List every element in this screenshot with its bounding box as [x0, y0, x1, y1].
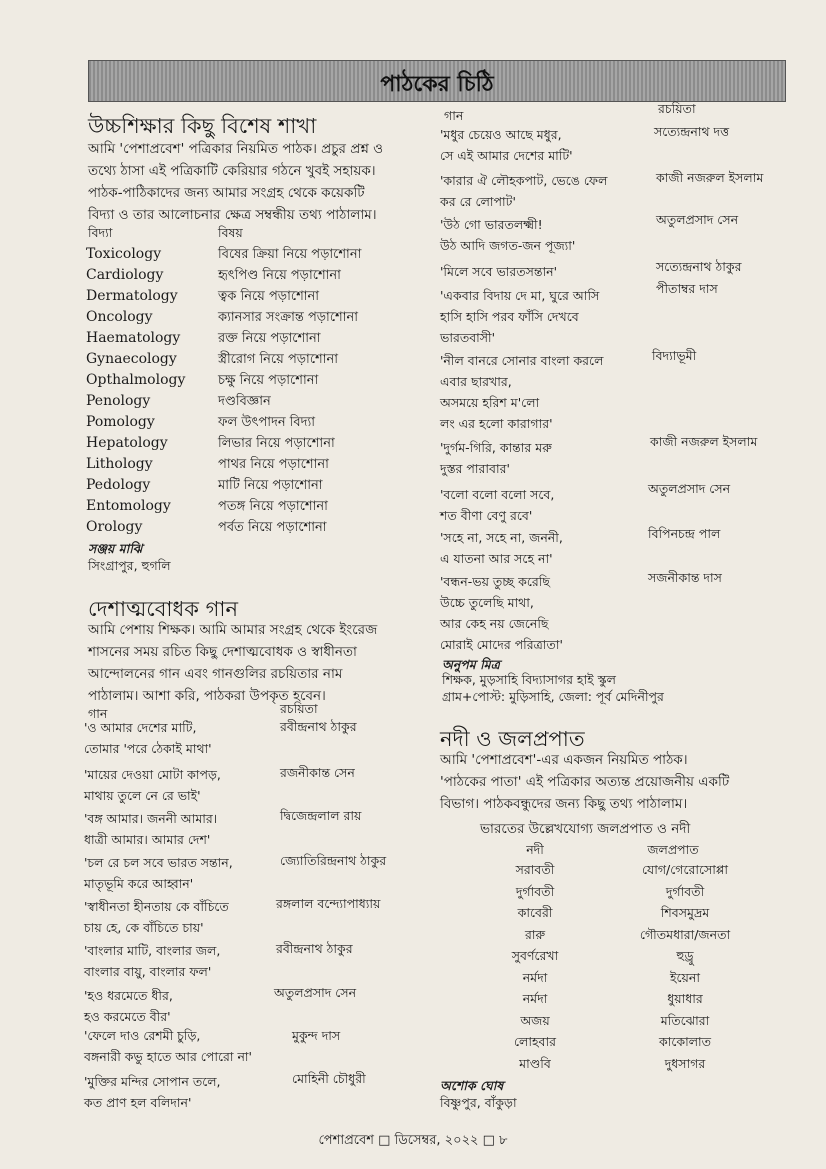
author-signature: অশোক ঘোষ — [440, 1078, 504, 1093]
song-line: 'নীল বানরে সোনার বাংলা করলে — [440, 353, 604, 368]
song-entry — [84, 1025, 252, 1067]
cell-subject: Cardiology — [86, 267, 164, 283]
song-line: ধাত্রী আমার। আমার দেশ' — [84, 832, 211, 847]
table-header-lyricist: রচয়িতা — [658, 101, 696, 116]
table-row — [460, 1056, 760, 1078]
song-line: কত প্রাণ হল বলিদান' — [84, 1095, 192, 1110]
table-header-subject: বিদ্যা — [88, 225, 113, 240]
author-address: বিষ্ণুপুর, বাঁকুড়া — [440, 1095, 517, 1110]
song-entry — [84, 808, 217, 850]
table-row — [86, 454, 426, 475]
song-line: 'একবার বিদায় দে মা, ঘুরে আসি — [440, 288, 600, 303]
song-entry — [440, 350, 603, 434]
song-entry — [440, 437, 552, 479]
song-author: বিদ্যাভূমী — [652, 348, 697, 363]
song-line: তোমার 'পরে ঠেকাই মাথা' — [84, 741, 212, 756]
cell-subject: Pedology — [86, 477, 151, 493]
table-row — [86, 286, 426, 307]
song-entry — [440, 124, 573, 166]
author-address: শিক্ষক, মুড়সাহি বিদ্যাসাগর হাই স্কুল — [442, 672, 616, 687]
table-subtitle: ভারতের উল্লেখযোগ্য জলপ্রপাত ও নদী — [480, 821, 691, 837]
cell-topic: ফল উৎপাদন বিদ্যা — [218, 415, 316, 430]
table-row — [460, 1034, 760, 1056]
song-line: মাতৃভূমি করে আহ্বান' — [84, 876, 194, 891]
para-line: আন্দোলনের গান এবং গানগুলির রচয়িতার নাম — [88, 666, 343, 682]
song-line: দুস্তর পারাবার' — [440, 461, 510, 476]
song-author: জ্যোতিরিন্দ্রনাথ ঠাকুর — [280, 853, 387, 868]
table-header-song: গান — [444, 108, 464, 123]
table-row — [86, 412, 426, 433]
song-line: 'বলো বলো বলো সবে, — [440, 487, 555, 502]
author-signature: অনুপম মিত্র — [442, 657, 500, 672]
song-author: রবীন্দ্রনাথ ঠাকুর — [276, 941, 353, 956]
song-line: চায় হে, কে বাঁচিতে চায়' — [84, 920, 204, 935]
song-author: মুকুন্দ দাস — [292, 1028, 341, 1043]
cell-subject: Haematology — [86, 330, 181, 346]
song-line: মাথায় তুলে নে রে ভাই' — [84, 788, 201, 803]
song-line: 'স্বাধীনতা হীনতায় কে বাঁচিতে — [84, 899, 229, 914]
song-line: লং এর হলো কারাগার' — [440, 416, 553, 431]
page-title: পাঠকের চিঠি — [380, 72, 494, 97]
song-line: উঠ আদি জগত-জন পূজ্যা' — [440, 238, 576, 253]
cell-topic: চক্ষু নিয়ে পড়াশোনা — [218, 373, 319, 388]
section-heading-rivers-waterfalls: নদী ও জলপ্রপাত — [440, 727, 585, 751]
song-line: 'মধুর চেয়েও আছে মধুর, — [440, 127, 562, 142]
table-header-river: নদী — [526, 842, 544, 857]
table-row — [460, 991, 760, 1013]
para-line: আমি পেশায় শিক্ষক। আমি আমার সংগ্রহ থেকে ইংরেজ — [88, 622, 378, 638]
cell-river: নর্মদা — [522, 991, 548, 1006]
song-line: 'সহে না, সহে না, জননী, — [440, 530, 563, 545]
song-author: সত্যেন্দ্রনাথ ঠাকুর — [656, 259, 742, 274]
song-author: সজনীকান্ত দাস — [648, 570, 722, 585]
cell-waterfall: ইয়েনা — [670, 969, 700, 985]
cell-waterfall: ধুয়াধার — [667, 991, 703, 1006]
cell-subject: Lithology — [86, 456, 153, 472]
para-line: তথ্যে ঠাসা এই পত্রিকাটি কেরিয়ার গঠনে খুবই সহায়ক। — [88, 163, 376, 179]
section-intro-higher-education — [88, 138, 426, 226]
song-author: দ্বিজেন্দ্রলাল রায় — [280, 808, 362, 823]
header-banner — [88, 60, 786, 102]
table-row — [86, 328, 426, 349]
cell-topic: ত্বক নিয়ে পড়াশোনা — [218, 289, 320, 304]
cell-waterfall: শিবসমুদ্রম — [660, 905, 710, 920]
para-line: আমি 'পেশাপ্রবেশ'-এর একজন নিয়মিত পাঠক। — [440, 752, 688, 768]
table-row — [460, 927, 760, 949]
cell-topic: দণ্ডবিজ্ঞান — [218, 394, 271, 409]
section-intro-rivers-waterfalls — [440, 749, 780, 815]
song-entry — [84, 852, 233, 894]
cell-subject: Pomology — [86, 414, 155, 430]
song-entry — [84, 764, 221, 806]
song-line: এ যাতনা আর সহে না' — [440, 551, 553, 566]
table-row — [86, 349, 426, 370]
song-line: 'বাংলার মাটি, বাংলার জল, — [84, 943, 221, 958]
cell-river: মাণ্ডবি — [519, 1055, 551, 1071]
song-line: 'বঙ্গ আমার। জননী আমার। — [84, 811, 218, 826]
cell-waterfall: কাকোলাত — [658, 1034, 712, 1049]
song-entry — [440, 285, 599, 348]
cell-topic: রক্ত নিয়ে পড়াশোনা — [218, 331, 321, 346]
song-author: পীতাম্বর দাস — [656, 281, 718, 296]
song-entry — [440, 484, 554, 526]
table-header-waterfall: জলপ্রপাত — [647, 842, 699, 857]
cell-subject: Hepatology — [86, 435, 168, 451]
cell-topic: পাথর নিয়ে পড়াশোনা — [218, 457, 329, 472]
para-line: 'পাঠকের পাতা' এই পত্রিকার অত্যন্ত প্রয়োজনীয় একটি — [440, 774, 730, 790]
page-footer: পেশাপ্রবেশ □ ডিসেম্বর, ২০২২ □ ৮ — [318, 1133, 508, 1148]
table-row — [86, 370, 426, 391]
song-entry — [440, 571, 563, 655]
song-line: 'উঠ গো ভারতলক্ষ্মী! — [440, 217, 543, 232]
song-entry — [440, 261, 557, 282]
song-line: 'ও আমার দেশের মাটি, — [84, 720, 197, 735]
song-line: উচ্চে তুলেছি মাথা, — [440, 595, 534, 610]
table-row — [86, 475, 426, 496]
para-line: বিদ্যা ও তার আলোচনার ক্ষেত্র সম্বন্ধীয় তথ্য পাঠালাম। — [88, 207, 377, 223]
song-author: অতুলপ্রসাদ সেন — [274, 985, 357, 1000]
cell-river: কাবেরী — [517, 905, 553, 920]
song-author: মোহিনী চৌধুরী — [292, 1071, 366, 1086]
song-line: এবার ছারখার, — [440, 374, 512, 389]
song-line: অসময়ে হরিশ ম'লো — [440, 395, 540, 410]
song-line: 'ফেলে দাও রেশমী চুড়ি, — [84, 1028, 201, 1043]
cell-river: সুবর্ণরেখা — [511, 948, 559, 963]
song-entry — [84, 940, 220, 982]
song-author: অতুলপ্রসাদ সেন — [656, 212, 739, 227]
cell-waterfall: দুর্গাবতী — [665, 883, 705, 899]
cell-waterfall: মতিঝোরা — [660, 1012, 710, 1028]
cell-topic: পর্বত নিয়ে পড়াশোনা — [218, 520, 327, 535]
cell-waterfall: দুধসাগর — [664, 1055, 706, 1071]
cell-river: রারু — [524, 926, 546, 942]
table-row — [460, 905, 760, 927]
song-line: শত বীণা বেণু রবে' — [440, 508, 533, 523]
table-row — [460, 862, 760, 884]
song-line: সে এই আমার দেশের মাটি' — [440, 148, 573, 163]
song-author: কাজী নজরুল ইসলাম — [656, 170, 764, 185]
table-row — [86, 496, 426, 517]
cell-river: দুর্গাবতী — [515, 883, 555, 899]
cell-topic: ক্যানসার সংক্রান্ত পড়াশোনা — [218, 310, 359, 325]
author-signature: সঞ্জয় মাঝি — [88, 541, 143, 556]
section-heading-patriotic-songs: দেশাত্মবোধক গান — [88, 597, 239, 621]
table-header-topic: বিষয় — [218, 225, 243, 240]
cell-subject: Orology — [86, 519, 143, 535]
author-address: গ্রাম+পোস্ট: মুড়িসাহি, জেলা: পূর্ব মেদিনীপুর — [442, 689, 664, 704]
para-line: পাঠক-পাঠিকাদের জন্য আমার সংগ্রহ থেকে কয়েকটি — [88, 185, 365, 201]
section-heading-higher-education: উচ্চশিক্ষার কিছু বিশেষ শাখা — [88, 114, 317, 138]
song-author: রঙ্গলাল বন্দ্যোপাধ্যায় — [276, 896, 381, 911]
author-address: সিংগ্রাপুর, হুগলি — [88, 558, 171, 573]
cell-waterfall: হুড্রু — [676, 948, 694, 963]
cell-subject: Dermatology — [86, 288, 178, 304]
para-line: শাসনের সময় রচিত কিছু দেশাত্মবোধক ও স্বাধীনতা — [88, 644, 357, 660]
cell-waterfall: যোগ/গেরোসোপ্পা — [641, 862, 729, 877]
cell-topic: স্ত্রীরোগ নিয়ে পড়াশোনা — [218, 352, 339, 367]
song-author: সত্যেন্দ্রনাথ দত্ত — [654, 124, 730, 139]
section-intro-patriotic-songs — [88, 619, 424, 707]
table-row — [86, 307, 426, 328]
song-author: রজনীকান্ত সেন — [280, 765, 355, 780]
river-table — [460, 862, 760, 1077]
cell-river: অজয় — [520, 1012, 550, 1028]
cell-topic: মাটি নিয়ে পড়াশোনা — [218, 478, 323, 493]
song-author: কাজী নজরুল ইসলাম — [650, 434, 758, 449]
song-line: আর কেহ নয় জেনেছি — [440, 616, 549, 631]
table-row — [460, 1013, 760, 1035]
song-entry — [84, 717, 212, 759]
table-row — [86, 433, 426, 454]
cell-subject: Opthalmology — [86, 372, 186, 388]
cell-topic: লিভার নিয়ে পড়াশোনা — [218, 436, 335, 451]
para-line: আমি 'পেশাপ্রবেশ' পত্রিকার নিয়মিত পাঠক। প্রচুর প্রশ্ন ও — [88, 141, 384, 157]
song-line: বাংলার বায়ু, বাংলার ফল' — [84, 964, 212, 979]
table-row — [86, 391, 426, 412]
song-line: ভারতবাসী' — [440, 330, 496, 345]
song-entry — [440, 214, 575, 256]
song-entry — [440, 527, 563, 569]
song-line: কর রে লোপাট' — [440, 194, 516, 209]
table-row — [86, 244, 426, 265]
table-row — [460, 884, 760, 906]
song-author: বিপিনচন্দ্র পাল — [648, 526, 721, 541]
cell-topic: বিষের ক্রিয়া নিয়ে পড়াশোনা — [218, 247, 362, 262]
cell-subject: Toxicology — [86, 246, 162, 262]
song-line: 'কারার ঐ লৌহকপাট, ভেঙে ফেল — [440, 173, 608, 188]
cell-river: নর্মদা — [522, 969, 548, 985]
cell-subject: Entomology — [86, 498, 171, 514]
cell-subject: Gynaecology — [86, 351, 177, 367]
song-line: হও করমেতে বীর' — [84, 1009, 171, 1024]
song-line: 'মায়ের দেওয়া মোটা কাপড়, — [84, 767, 221, 782]
song-line: 'হও ধরমেতে ধীর, — [84, 988, 173, 1003]
cell-topic: হৃৎপিণ্ড নিয়ে পড়াশোনা — [218, 268, 341, 283]
song-author: অতুলপ্রসাদ সেন — [648, 481, 731, 496]
para-line: বিভাগ। পাঠকবন্ধুদের জন্য কিছু তথ্য পাঠালাম। — [440, 796, 688, 812]
song-line: 'চল রে চল সবে ভারত সন্তান, — [84, 855, 233, 870]
song-line: মোরাই মোদের পরিত্রাতা' — [440, 637, 563, 652]
cell-subject: Oncology — [86, 309, 153, 325]
cell-river: লোহবার — [513, 1034, 557, 1049]
song-line: বঙ্গনারী কভু হাতে আর পোরো না' — [84, 1049, 252, 1064]
table-row — [86, 517, 426, 538]
table-row — [86, 265, 426, 286]
song-entry — [84, 896, 229, 938]
song-entry — [84, 1071, 221, 1113]
subject-table — [86, 244, 426, 538]
cell-topic: পতঙ্গ নিয়ে পড়াশোনা — [218, 499, 328, 514]
song-line: হাসি হাসি পরব ফাঁসি দেখবে — [440, 309, 579, 324]
cell-waterfall: গৌতমধারা/জনতা — [639, 926, 731, 942]
para-line: পাঠালাম। আশা করি, পাঠকরা উপকৃত হবেন। — [88, 688, 326, 704]
cell-subject: Penology — [86, 393, 151, 409]
song-entry — [84, 985, 173, 1027]
song-author: রবীন্দ্রনাথ ঠাকুর — [280, 719, 357, 734]
table-header-song: গান — [88, 706, 108, 721]
table-row — [460, 948, 760, 970]
song-line: 'দুর্গম-গিরি, কান্তার মরু — [440, 440, 552, 455]
song-line: 'মিলে সবে ভারতসন্তান' — [440, 264, 558, 279]
song-entry — [440, 170, 607, 212]
table-row — [460, 970, 760, 992]
table-header-lyricist: রচয়িতা — [280, 701, 318, 716]
song-line: 'মুক্তির মন্দির সোপান তলে, — [84, 1074, 221, 1089]
cell-river: সরাবতী — [515, 862, 555, 877]
song-line: 'বন্ধন-ভয় তুচ্ছ করেছি — [440, 574, 550, 589]
